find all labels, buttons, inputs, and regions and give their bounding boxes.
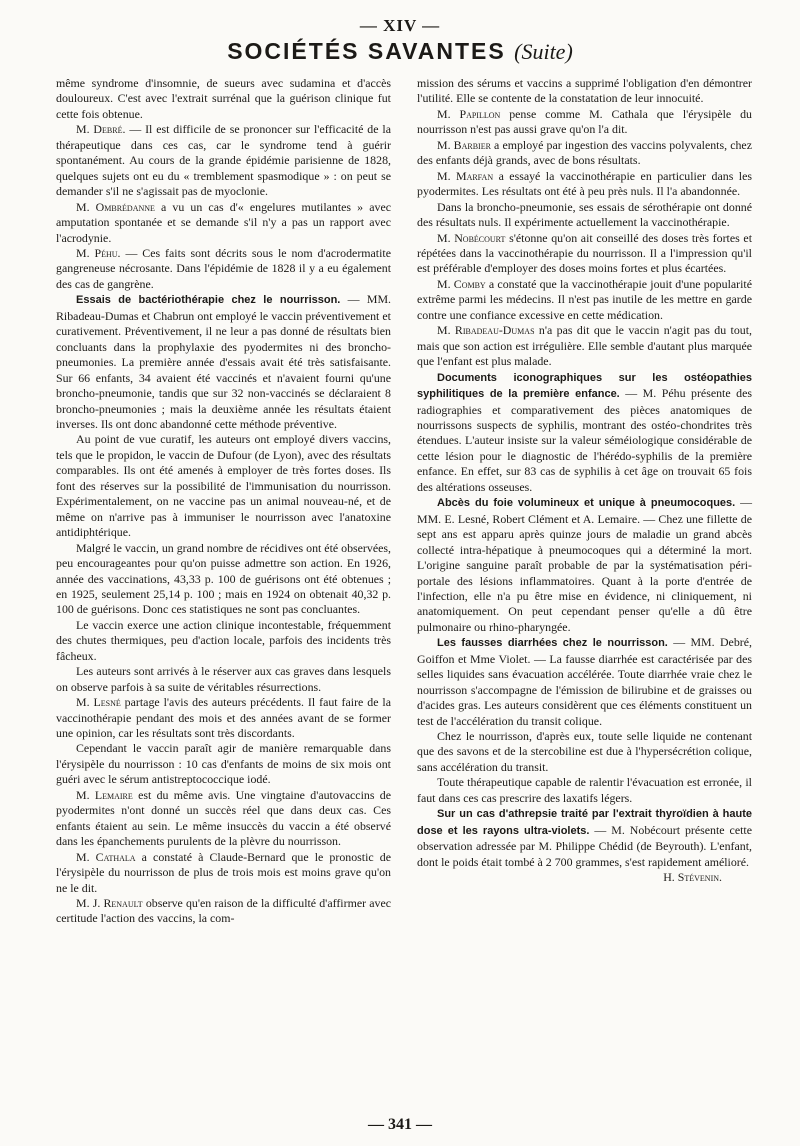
paragraph xyxy=(56,695,391,741)
paragraph xyxy=(417,277,752,323)
author-signature: H. Stévenin. xyxy=(663,870,722,885)
paragraph-text: — M. Péhu présente des radiographies et comparativement des pièces anatomiques de nourrissons suspects de syphilis, montrant des ostéo-chondrites très étendues. L'auteur insiste sur la valeur séméiologique considérable de cette lésion pour le diagnostic de l'hérédo-syphilis de la première enfance. En effet, sur 83 cas de syphilis à cet âge on trouvait 65 fois des altérations osseuses. xyxy=(417,386,753,494)
paragraph xyxy=(417,200,752,231)
paragraph-text: Cependant le vaccin paraît agir de manière remarquable dans l'érysipèle du nourrisson : 10 cas d'enfants de moins de six mois ont guéri avec le sérum antistreptococcique iodé. xyxy=(56,741,391,787)
paragraph-text: Le vaccin exerce une action clinique incontestable, fréquemment des chutes thermiques, peu d'action locale, parfois des incidents très fâcheux. xyxy=(56,617,391,663)
paragraph xyxy=(56,292,391,432)
paragraph-text: partage l'avis des auteurs précédents. Il faut faire de la vaccinothérapie pendant des mois et des années avant de se former une opinion, car les résultats sont très discordants. xyxy=(56,695,391,741)
paragraph-text: Dans la broncho-pneumonie, ses essais de sérothérapie ont donné des résultats nuls. Il expérimente actuellement la vaccinothérapie. xyxy=(417,199,752,230)
paragraph xyxy=(56,896,391,927)
paragraph xyxy=(56,850,391,896)
paragraph-text: même syndrome d'insomnie, de sueurs avec sudamina et d'accès douloureux. C'est avec l'extrait surrénal que la guérison clinique fut cette fois obtenue. xyxy=(56,76,391,121)
paragraph xyxy=(417,323,752,369)
speaker-name: M. Barbier xyxy=(437,137,491,152)
paragraph xyxy=(56,432,391,540)
paragraph xyxy=(56,618,391,664)
paragraph-text: Les auteurs sont arrivés à le réserver aux cas graves dans lesquels on observe parfois à sa suite de véritables résurrections. xyxy=(56,664,391,694)
speaker-name: M. Péhu. xyxy=(76,245,121,260)
paragraph-text: observe qu'en raison de la difficulté d'affirmer avec certitude l'action des vaccins, la com- xyxy=(56,896,391,926)
paragraph xyxy=(417,806,752,870)
paragraph-text: — M. Nobécourt présente cette observation adressée par M. Philippe Chédid (de Beyrouth). L'enfant, dont le poids était tombé à 2 700 grammes, s'est rapidement amélioré. xyxy=(417,822,752,869)
communication-title: Essais de bactériothérapie chez le nourrisson. xyxy=(76,294,341,307)
section-title: SOCIÉTÉS SAVANTES xyxy=(227,38,506,64)
paragraph xyxy=(56,788,391,850)
paragraph xyxy=(56,122,391,199)
section-title-suffix: (Suite) xyxy=(514,39,573,64)
communication-title: Sur un cas d'athrepsie traité par l'extrait thyroïdien à haute dose et les rayons ultra-violets. xyxy=(417,808,752,837)
paragraph-text: a employé par ingestion des vaccins polyvalents, chez des enfants déjà grands, avec de bons résultats. xyxy=(417,137,752,168)
speaker-name: M. Ombrédanne xyxy=(76,199,155,214)
paragraph xyxy=(56,741,391,787)
paragraph xyxy=(417,729,752,775)
speaker-name: M. Papillon xyxy=(437,106,501,121)
paragraph-text: Chez le nourrisson, d'après eux, toute selle liquide ne contenant que des savons et de la stercobiline est due à l'hypersécrétion colique, sans accélération du transit. xyxy=(417,729,752,774)
speaker-name: M. J. Renault xyxy=(76,896,143,911)
paragraph-text: — MM. E. Lesné, Robert Clément et A. Lemaire. — Chez une fillette de sept ans est apparu après quinze jours de maladie un grand abcès collecté intra-hépatique à pneumocoques qui a déterminé la mort. L'origine sanguine paraît probable de par la systématisation péri-portale des lésions inflammatoires. Quant à la porte d'entrée de l'infection, elle n'a pu être mise en évidence, ni cliniquement, ni anatomiquement. On peut cependant penser qu'elle a dû être pulmonaire ou rhino-pharyngée. xyxy=(417,495,752,634)
paragraph xyxy=(56,246,391,292)
section-heading xyxy=(0,38,800,65)
paragraph-text: — MM. Debré, Goiffon et Mme Violet. — La fausse diarrhée est caractérisée par des selles liquides sans évacuation accélérée. Toute diarrhée vraie chez le nourrisson s'accompagne de l'émission de bilirubine et de graisses ou d'acides gras. Les auteurs considèrent que ces éléments constituent un test de l'accélération du transit colique. xyxy=(417,635,752,728)
paragraph xyxy=(417,169,752,200)
communication-title: Documents iconographiques sur les ostéopathies syphilitiques de la première enfance. xyxy=(417,371,752,401)
speaker-name: M. Ribadeau-Dumas xyxy=(437,323,535,338)
paragraph-text: a constaté que la vaccinothérapie jouit d'une popularité extrême parmi les médecins. Il n'est pas inutile de les mettre en garde contre une confiance excessive en cette médication. xyxy=(417,276,752,322)
paragraph xyxy=(417,231,752,277)
speaker-name: M. Comby xyxy=(437,276,486,291)
paragraph xyxy=(56,541,391,618)
paragraph-text: s'étonne qu'on ait conseillé des doses très fortes et répétées dans la vaccinothérapie du nourrisson. Il a l'impression qu'il est préférable d'employer des doses moins fortes et plus écartées. xyxy=(417,230,752,276)
paragraph-text: a vu un cas d'« engelures mutilantes » avec amputation spontanée et se demande s'il n'y a pas un rapport avec l'acrodynie. xyxy=(56,199,391,245)
paragraph xyxy=(417,370,752,496)
paragraph xyxy=(56,200,391,246)
paragraph xyxy=(417,495,752,635)
paragraph-text: mission des sérums et vaccins a supprimé l'obligation d'en démontrer l'utilité. Elle se contente de la constatation de leur innocuité. xyxy=(417,76,752,106)
speaker-name: M. Marfan xyxy=(437,168,494,183)
paragraph xyxy=(56,76,391,122)
paragraph xyxy=(417,138,752,169)
paragraph-text: est du même avis. Une vingtaine d'autovaccins de pyodermites n'ont donné un succès réel que dans deux cas. Ces enfants étaient au sein. Le même insuccès du vaccin a été observé dans les épanchements purulents de la plèvre du nourrisson. xyxy=(56,787,391,849)
paragraph-text: Malgré le vaccin, un grand nombre de récidives ont été observées, peu encourageantes pour qu'on puisse admettre son action. En 1926, année des vaccinations, 43,33 p. 100 de guérisons ont été obtenues ; en 1925, seulement 25,14 p. 100 ; mais en 1924 on obtenait 40,32 p. 100 de guérisons. Donc ces statistiques ne sont pas concluantes. xyxy=(56,540,391,617)
paragraph-text: n'a pas dit que le vaccin n'agit pas du tout, mais que son action est irrégulière. Elle semble d'autant plus marquée que l'enfant est plus malade. xyxy=(417,323,753,369)
left-column xyxy=(56,76,391,927)
paragraph xyxy=(56,664,391,695)
speaker-name: M. Nobécourt xyxy=(437,230,506,245)
speaker-name: M. Lesné xyxy=(76,695,121,710)
paragraph-text: — Ces faits sont décrits sous le nom d'acrodermatite gangreneuse nécrosante. Dans l'épidémie de 1828 il y a eu également des cas de gangrène. xyxy=(56,245,392,291)
paragraph-text: a constaté à Claude-Bernard que le pronostic de l'érysipèle du nourrisson de plus de trois mois est moins grave qu'on ne le dit. xyxy=(56,849,391,895)
paragraph-text: — Il est difficile de se prononcer sur l'efficacité de la thérapeutique dans ces cas, car le syndrome tend à guérir spontanément. Au cours de la grande épidémie parisienne de 1828, quelques sujets ont eu du « tremblement spasmodique » : on peut se demander s'il ne s'agissait pas de myoclonie. xyxy=(56,122,391,199)
page-number: — 341 — xyxy=(368,1116,432,1133)
paragraph xyxy=(417,635,752,729)
speaker-name: M. Lemaire xyxy=(76,787,133,802)
communication-title: Abcès du foie volumineux et unique à pneumocoques. xyxy=(437,497,736,510)
paragraph-text: — MM. Ribadeau-Dumas et Chabrun ont employé le vaccin préventivement et curativement. Préventivement, il ne leur a pas donné de résultats bien concluants dans la prophylaxie des pyodermites ni des broncho-pneumonies. La première année d'essais avait été très satisfaisante. Sur 66 enfants, 34 avaient été vaccinés et n'avaient fourni qu'une broncho-pneumonie, tandis que sur 32 non-vaccinés se déclaraient 8 broncho-pneumonies ; mais la deuxième année les résultats étaient inverses. Ils ont donc abandonné cette méthode préventive. xyxy=(56,292,391,431)
paragraph-text: Au point de vue curatif, les auteurs ont employé divers vaccins, tels que le propidon, le vaccin de Dufour (de Lyon), avec des résultats comparables. Ils ont été amenés à employer de très fortes doses. Ils font des réserves sur la possibilité de l'immunisation du nourrisson. Expérimentalement, on ne vaccine pas un animal nouveau-né, et de même on n'arrive pas à immuniser le nourrisson avec l'anatoxine antidiphtérique. xyxy=(56,432,391,540)
paragraph-text: pense comme M. Cathala que l'érysipèle du nourrisson n'est pas aussi grave qu'on l'a dit. xyxy=(417,106,752,137)
communication-title: Les fausses diarrhées chez le nourrisson. xyxy=(437,637,668,650)
paragraph xyxy=(417,76,752,107)
paragraph-text: Toute thérapeutique capable de ralentir l'évacuation est erronée, il faut dans ces cas prescrire des laxatifs légers. xyxy=(417,775,752,805)
paragraph-text: a essayé la vaccinothérapie en particulier dans les pyodermites. Les résultats ont été à peu près nuls. Il l'a abandonnée. xyxy=(417,168,752,199)
page-roman-numeral: — XIV — xyxy=(359,16,441,35)
speaker-name: M. Debré. xyxy=(76,122,126,137)
paragraph xyxy=(417,775,752,806)
paragraph xyxy=(417,107,752,138)
right-column xyxy=(417,76,752,886)
speaker-name: M. Cathala xyxy=(76,849,136,864)
